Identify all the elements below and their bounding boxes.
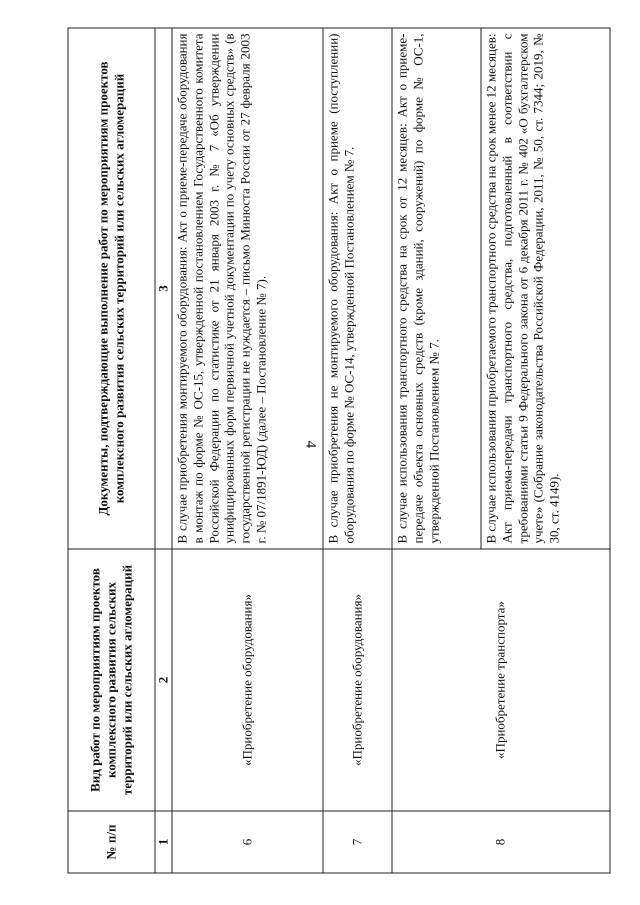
- row-work-type: «Приобретение оборудования»: [323, 549, 392, 811]
- header-work-type: Вид работ по мероприятиям проектов комплексного развития сельских территорий или сельских агломераций: [68, 549, 155, 811]
- table-row: [172, 28, 323, 873]
- document-table: [68, 28, 611, 874]
- row-work-type: «Приобретение оборудования»: [172, 549, 323, 811]
- row-documents-alt: В случае использования приобретаемого транспортного средства на срок менее 12 месяцев: Акт приема-передачи транспортного средства, подготовленный в соответствии с требованиями статьи 9 Федерального закона от 6 декабря 2011 г. № 402 «О бухгалтерском учете» (Собрание законодательства Российской Федерации, 2011, № 50, ст. 7344; 2019, № 30, ст. 4149).: [481, 28, 610, 549]
- row-number: 6: [172, 811, 323, 873]
- page-number: 4: [302, 440, 319, 449]
- header-num: № п/п: [68, 811, 155, 873]
- row-number: 7: [323, 811, 392, 873]
- row-number: 8: [392, 811, 610, 873]
- row-documents: В случае приобретения монтируемого оборудования: Акт о приеме-передаче оборудования в монтаж по форме № ОС-15, утвержденной постановлением Государственного комитета Российской Федерации по статистике от 21 января 2003 г. № 7 «Об утверждении унифицированных форм первичной учетной документации по учету основных средств» (в государственной регистрации не нуждается – письмо Минюста России от 27 февраля 2003 г. № 07/1891-ЮД) (далее – Постановление № 7).: [172, 28, 323, 549]
- table-index-row: [155, 28, 172, 873]
- row-work-type: «Приобретение транспорта»: [392, 549, 610, 811]
- row-documents: В случае использования транспортного средства на срок от 12 месяцев: Акт о приеме-передаче объекта основных средств (кроме зданий, сооружений) по форме № ОС-1, утвержденной Постановлением № 7.: [392, 28, 481, 549]
- table-row: [392, 28, 481, 873]
- document-table-wrapper: [68, 29, 578, 874]
- table-row: [323, 28, 392, 873]
- header-documents: Документы, подтверждающие выполнение работ по мероприятиям проектов комплексного развития сельских территорий или сельских агломераций: [68, 28, 155, 549]
- table-header-row: [68, 28, 155, 873]
- row-documents: В случае приобретения не монтируемого оборудования: Акт о приеме (поступлении) оборудования по форме № ОС-14, утвержденной Постановлением № 7.: [323, 28, 392, 549]
- index-1: 1: [155, 811, 172, 873]
- index-2: 2: [155, 549, 172, 811]
- index-3: 3: [155, 28, 172, 549]
